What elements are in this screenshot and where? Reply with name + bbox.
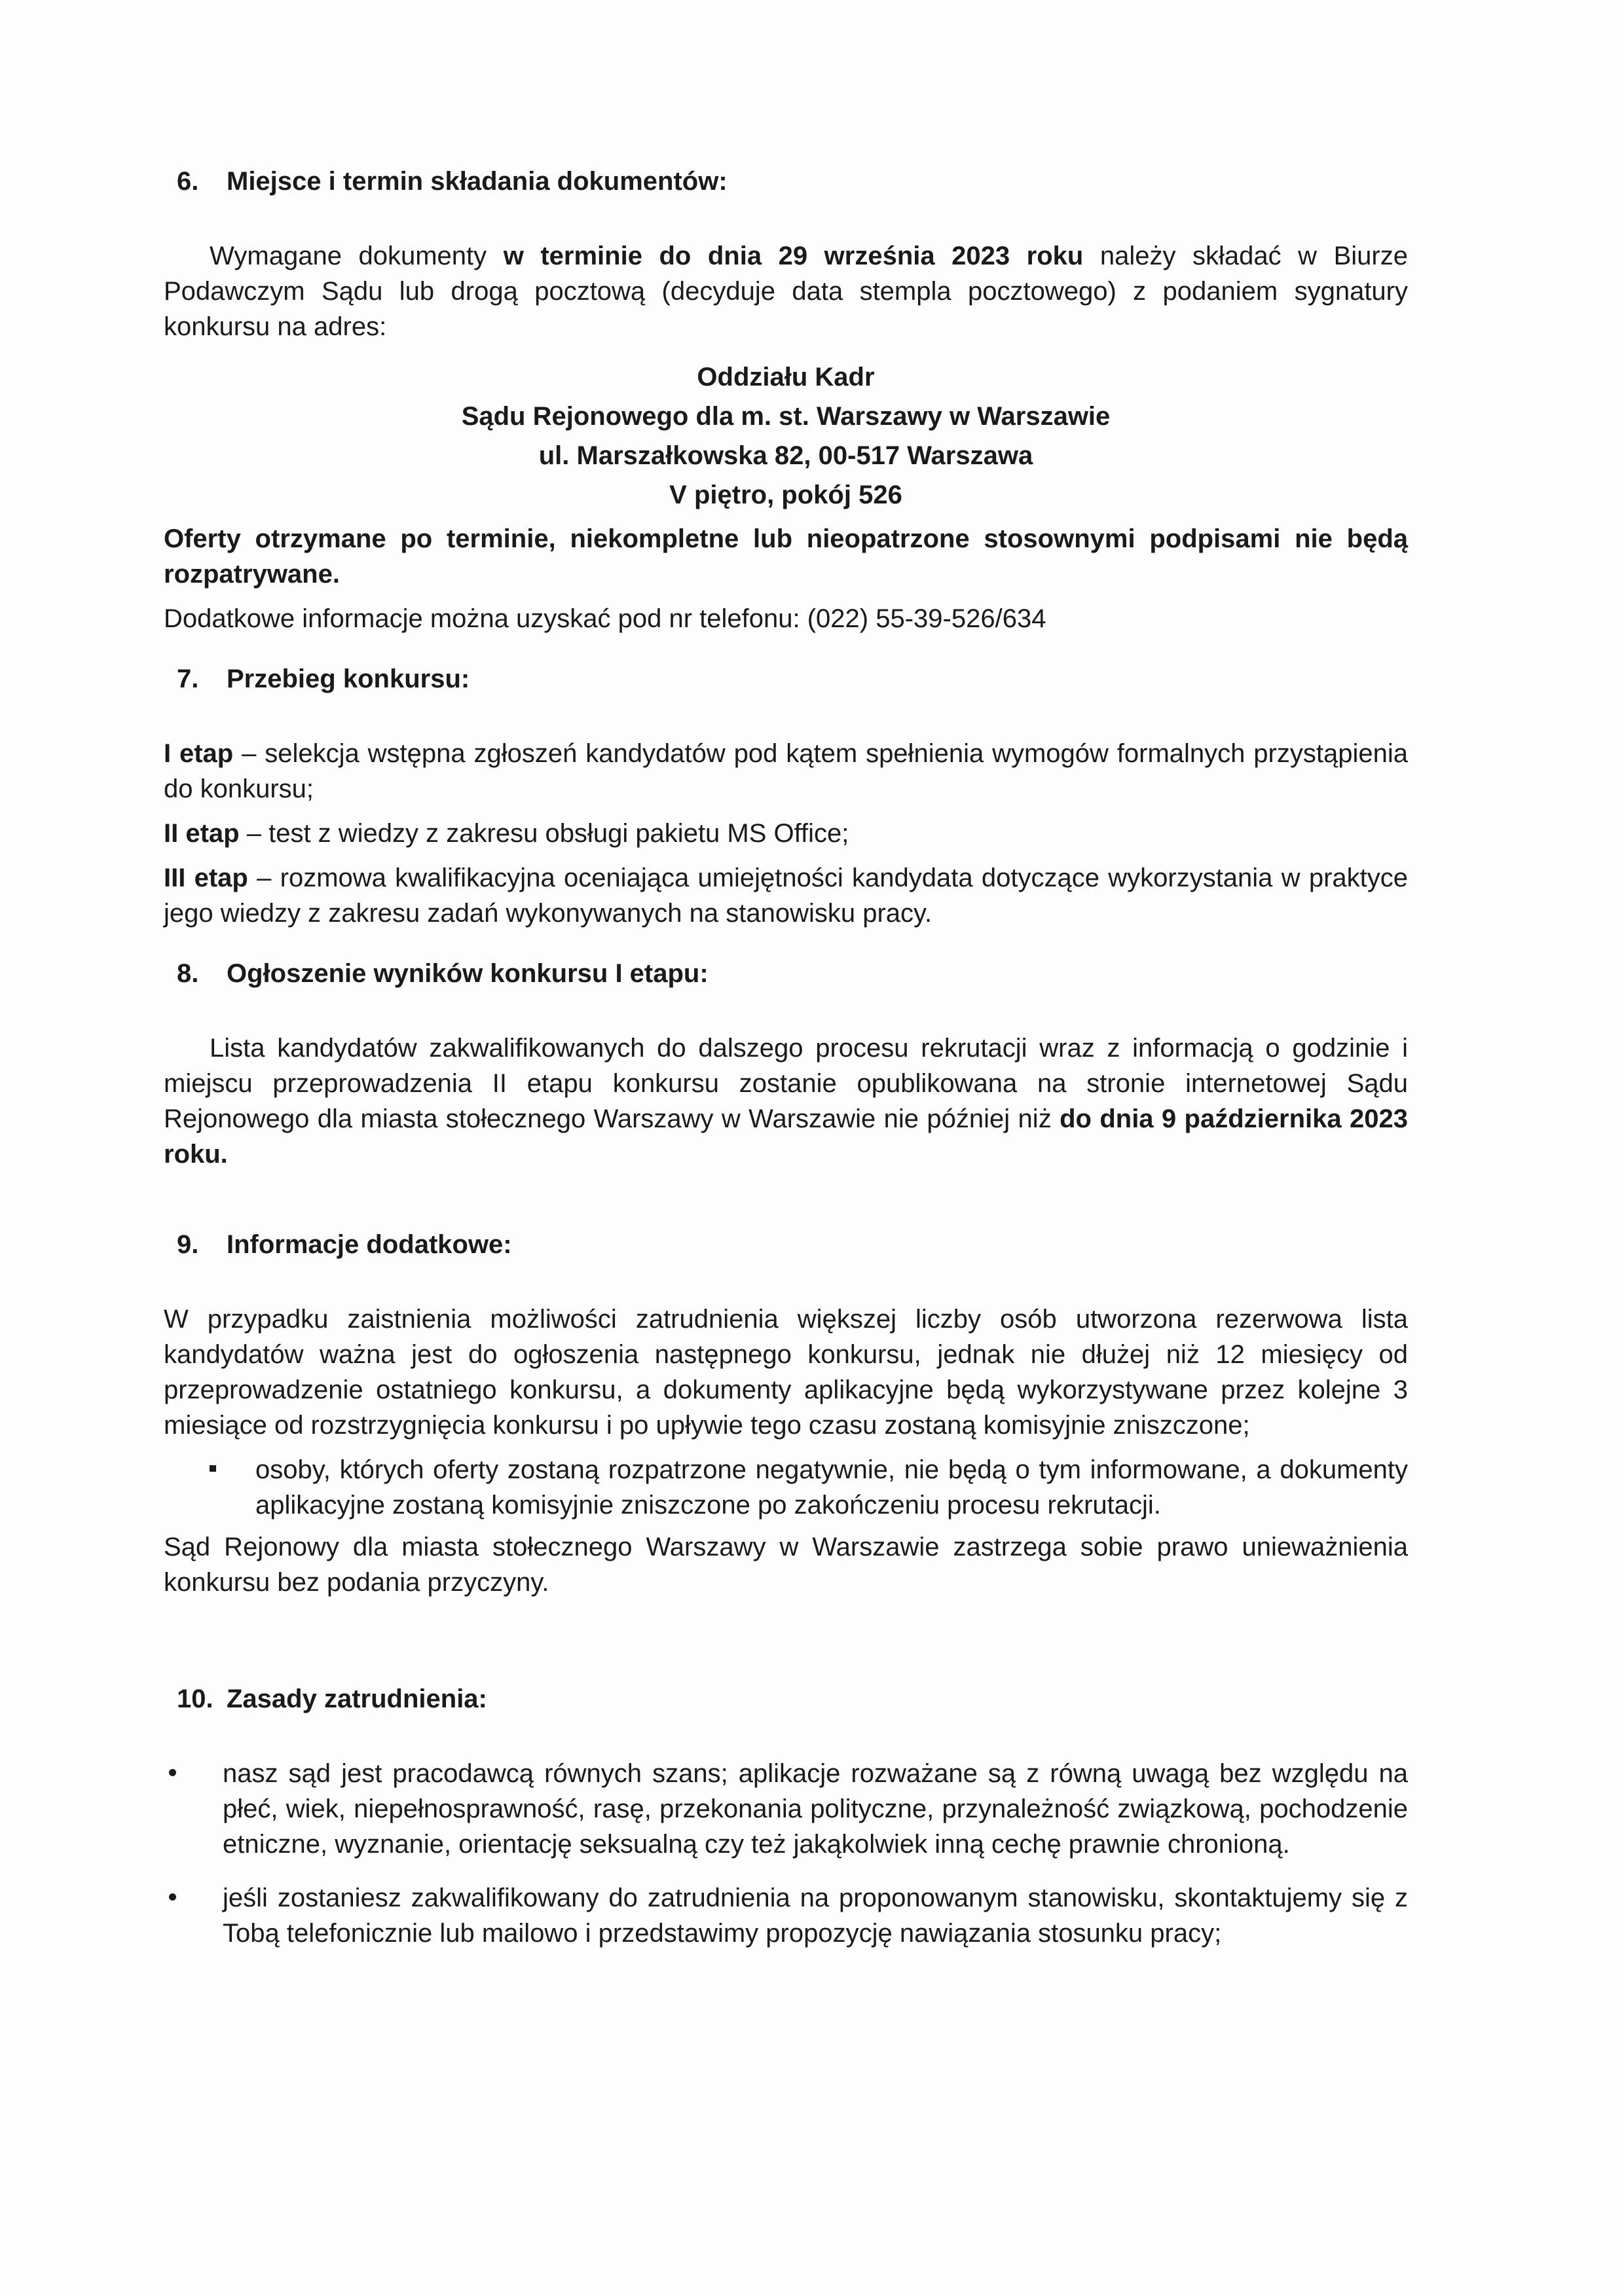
section-title: Miejsce i termin składania dokumentów: bbox=[227, 167, 728, 196]
submission-text-rest: należy składać w Biurze Podawczym Sądu lub drogą pocztową (decyduje data stempla pocztowego) z podaniem sygnatury konkursu na adres: bbox=[164, 242, 1408, 341]
stage-label: I etap bbox=[164, 739, 234, 768]
stage-item bbox=[164, 860, 1408, 931]
section-number: 7. bbox=[177, 665, 199, 693]
list-item: osoby, których oferty zostaną rozpatrzone negatywnie, nie będą o tym informowane, a dokumenty aplikacyjne zostaną komisyjnie zniszczone po zakończeniu procesu rekrutacji. bbox=[164, 1452, 1408, 1523]
section-9-heading bbox=[177, 1227, 1408, 1262]
stage-text: – test z wiedzy z zakresu obsługi pakietu MS Office; bbox=[246, 819, 849, 848]
section-6-heading bbox=[177, 164, 1408, 199]
section-number: 6. bbox=[177, 167, 199, 196]
address-line: ul. Marszałkowska 82, 00-517 Warszawa bbox=[538, 441, 1033, 470]
submission-paragraph bbox=[164, 238, 1408, 344]
section-number: 9. bbox=[177, 1230, 199, 1259]
stage-item bbox=[164, 816, 1408, 851]
address-line: Oddziału Kadr bbox=[697, 363, 875, 392]
reserve-list-paragraph: W przypadku zaistnienia możliwości zatrudnienia większej liczby osób utworzona rezerwowa lista kandydatów ważna jest do ogłoszenia następnego konkursu, jednak nie dłużej niż 12 miesięcy od przeprowadzenie ostatniego konkursu, a dokumenty aplikacyjne będą wykorzystywane przez kolejne 3 miesiące od rozstrzygnięcia konkursu i po upływie tego czasu zostaną komisyjnie zniszczone; bbox=[164, 1305, 1408, 1440]
results-deadline: do dnia 9 października 2023 roku. bbox=[164, 1104, 1408, 1169]
section-title: Przebieg konkursu: bbox=[227, 665, 470, 693]
section-title: Zasady zatrudnienia: bbox=[227, 1685, 487, 1713]
stage-text: – rozmowa kwalifikacyjna oceniająca umiejętności kandydata dotyczące wykorzystania w praktyce jego wiedzy z zakresu zadań wykonywanych na stanowisku pracy. bbox=[164, 864, 1409, 928]
stage-label: III etap bbox=[164, 864, 248, 892]
submission-text: Wymagane dokumenty bbox=[210, 242, 487, 270]
document-content bbox=[164, 164, 1408, 1969]
stage-item bbox=[164, 736, 1408, 807]
address-line: Sądu Rejonowego dla m. st. Warszawy w Warszawie bbox=[461, 402, 1111, 431]
section-10-heading bbox=[177, 1681, 1408, 1717]
list-item: jeśli zostaniesz zakwalifikowany do zatrudnienia na proponowanym stanowisku, skontaktujemy się z Tobą telefonicznie lub mailowo i przedstawimy propozycję nawiązania stosunku pracy; bbox=[164, 1880, 1408, 1951]
list-item: nasz sąd jest pracodawcą równych szans; aplikacje rozważane są z równą uwagą bez względu na płeć, wiek, niepełnosprawność, rasę, przekonania polityczne, przynależność związkową, pochodzenie etniczne, wyznanie, orientację seksualną czy też jakąkolwiek inną cechę prawnie chronioną. bbox=[164, 1756, 1408, 1862]
section-number: 10. bbox=[177, 1685, 213, 1713]
stage-text: – selekcja wstępna zgłoszeń kandydatów pod kątem spełnienia wymogów formalnych przystąpienia do konkursu; bbox=[164, 739, 1408, 803]
results-text: Lista kandydatów zakwalifikowanych do dalszego procesu rekrutacji wraz z informacją o godzinie i miejscu przeprowadzenia II etapu konkursu zostanie opublikowana na stronie internetowej Sądu Rejonowego dla miasta stołecznego Warszawy w Warszawie nie później niż bbox=[164, 1034, 1408, 1133]
annulment-paragraph: Sąd Rejonowy dla miasta stołecznego Warszawy w Warszawie zastrzega sobie prawo unieważnienia konkursu bez podania przyczyny. bbox=[164, 1533, 1408, 1597]
address-line: V piętro, pokój 526 bbox=[669, 481, 902, 509]
section-8-heading bbox=[177, 956, 1408, 991]
address-block bbox=[164, 357, 1408, 515]
info-bullet-list bbox=[164, 1452, 1408, 1523]
late-offers-warning: Oferty otrzymane po terminie, niekompletne lub nieopatrzone stosownymi podpisami nie będą rozpatrywane. bbox=[164, 524, 1408, 589]
section-title: Ogłoszenie wyników konkursu I etapu: bbox=[227, 959, 709, 988]
stage-label: II etap bbox=[164, 819, 240, 848]
section-number: 8. bbox=[177, 959, 199, 988]
section-7-heading bbox=[177, 661, 1408, 697]
results-paragraph bbox=[164, 1030, 1408, 1172]
employment-rules-list bbox=[164, 1756, 1408, 1951]
contact-info: Dodatkowe informacje można uzyskać pod nr telefonu: (022) 55-39-526/634 bbox=[164, 604, 1046, 633]
section-title: Informacje dodatkowe: bbox=[227, 1230, 512, 1259]
submission-deadline: w terminie do dnia 29 września 2023 roku bbox=[503, 242, 1084, 270]
